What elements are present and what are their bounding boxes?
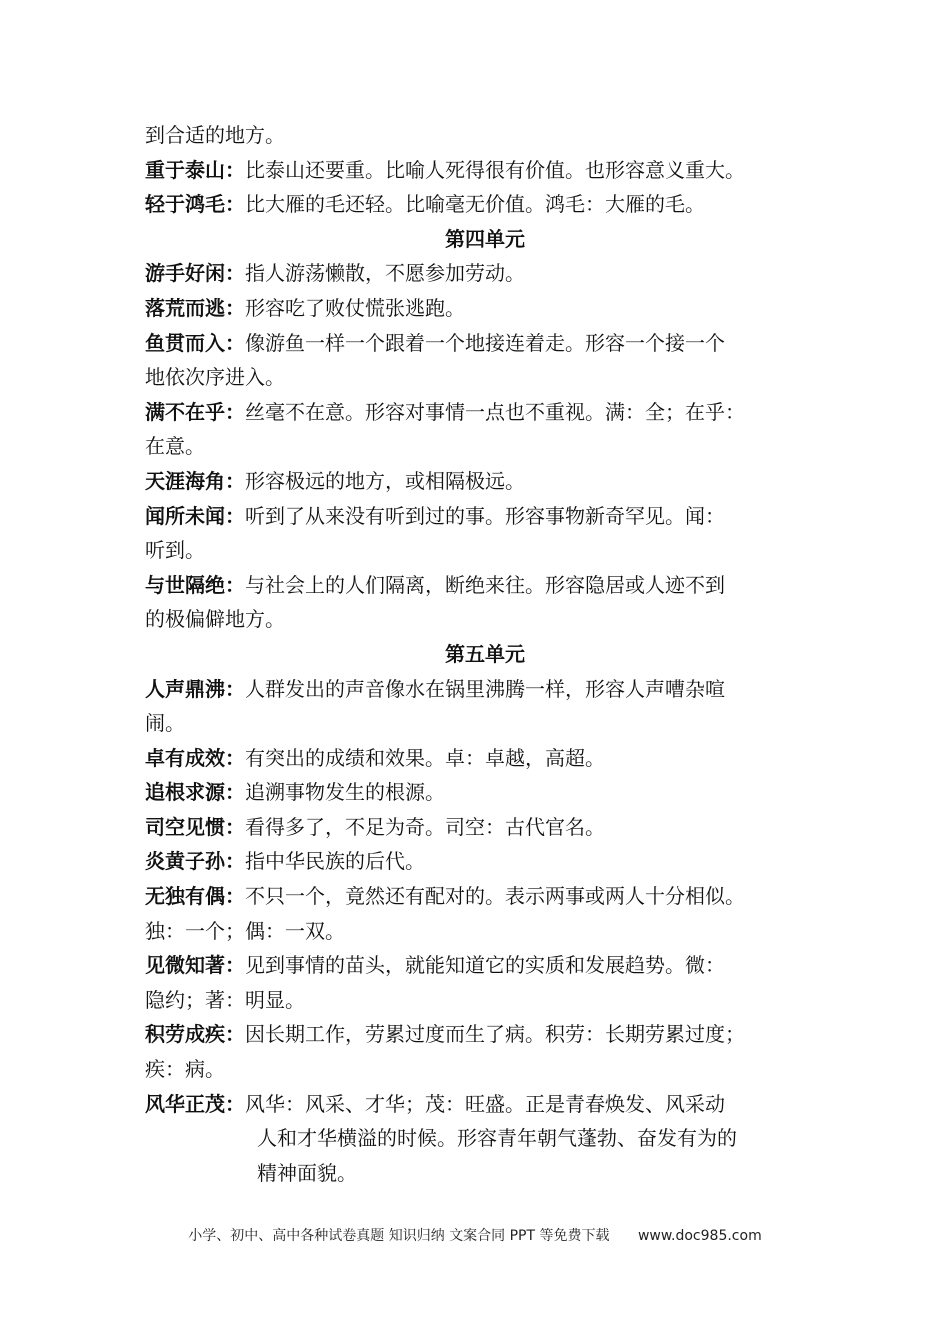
term-colon: ： [225,676,245,701]
idiom-definition: 像游鱼一样一个跟着一个地接连着走。形容一个接一个 [245,330,725,355]
idiom-definition: 看得多了，不足为奇。司空：古代官名。 [245,814,605,839]
idiom-term: 重于泰山 [145,157,225,182]
idiom-entry [145,326,825,361]
idiom-definition: 见到事情的苗头，就能知道它的实质和发展趋势。微： [245,953,725,978]
idiom-term: 司空见惯 [145,814,225,839]
term-colon: ： [225,953,245,978]
entry-continuation [145,983,825,1018]
idiom-term: 与世隔绝 [145,572,225,597]
idiom-term: 闻所未闻 [145,503,225,528]
idiom-definition: 的极偏僻地方。 [145,607,285,632]
idiom-entry [145,291,825,326]
entry-continuation [145,360,825,395]
entry-continuation [145,1156,825,1191]
idiom-definition: 丝毫不在意。形容对事情一点也不重视。满：全；在乎： [245,399,745,424]
idiom-definition: 指人游荡懒散，不愿参加劳动。 [245,261,525,286]
idiom-entry [145,256,825,291]
term-colon: ： [225,745,245,770]
idiom-definition: 指中华民族的后代。 [245,849,425,874]
entry-continuation [145,533,825,568]
term-colon: ： [225,503,245,528]
term-colon: ： [225,330,245,355]
idiom-definition: 比泰山还要重。比喻人死得很有价值。也形容意义重大。 [245,157,745,182]
idiom-entry [145,741,825,776]
idiom-definition: 人和才华横溢的时候。形容青年朝气蓬勃、奋发有为的 [257,1126,737,1151]
term-colon: ： [225,780,245,805]
idiom-definition: 隐约；著：明显。 [145,987,305,1012]
idiom-term: 无独有偶 [145,884,225,909]
idiom-entry [145,775,825,810]
term-colon: ： [225,814,245,839]
term-colon: ： [225,1022,245,1047]
idiom-term: 天涯海角 [145,468,225,493]
entry-continuation [145,1052,825,1087]
idiom-entry [145,879,825,914]
idiom-entry [145,1017,825,1052]
entry-continuation [145,429,825,464]
idiom-entry [145,844,825,879]
idiom-term: 游手好闲 [145,261,225,286]
section-heading: 第五单元 [445,641,525,666]
idiom-term: 卓有成效 [145,745,225,770]
entry-continuation [145,914,825,949]
term-colon: ： [225,468,245,493]
footer-text: 小学、初中、高中各种试卷真题 知识归纳 文案合同 PPT 等免费下载 [188,1228,610,1244]
term-colon: ： [225,157,245,182]
idiom-definition: 地依次序进入。 [145,365,285,390]
idiom-entry [145,672,825,707]
idiom-definition: 与社会上的人们隔离，断绝来往。形容隐居或人迹不到 [245,572,725,597]
term-colon: ： [225,399,245,424]
entry-continuation [145,602,825,637]
idiom-definition: 闹。 [145,711,185,736]
entry-continuation [145,706,825,741]
term-colon: ： [225,295,245,320]
idiom-entry [145,1087,825,1122]
idiom-term: 轻于鸿毛 [145,192,225,217]
term-colon: ： [225,261,245,286]
idiom-entry [145,464,825,499]
section-heading: 第四单元 [445,226,525,251]
idiom-term: 追根求源 [145,780,225,805]
idiom-term: 风华正茂 [145,1091,225,1116]
idiom-term: 见微知著 [145,953,225,978]
idiom-definition: 独：一个；偶：一双。 [145,918,345,943]
idiom-entry [145,153,825,188]
idiom-definition: 疾：病。 [145,1057,225,1082]
idiom-definition: 听到。 [145,538,205,563]
idiom-term: 积劳成疾 [145,1022,225,1047]
idiom-entry [145,499,825,534]
idiom-definition: 有突出的成绩和效果。卓：卓越，高超。 [245,745,605,770]
idiom-definition: 不只一个，竟然还有配对的。表示两事或两人十分相似。 [245,884,745,909]
idiom-entry [145,395,825,430]
idiom-term: 人声鼎沸 [145,676,225,701]
document-body [145,118,825,1190]
idiom-term: 满不在乎 [145,399,225,424]
idiom-definition: 风华：风采、才华；茂：旺盛。正是青春焕发、风采动 [245,1091,725,1116]
idiom-term: 落荒而逃 [145,295,225,320]
idiom-definition: 形容吃了败仗慌张逃跑。 [245,295,465,320]
idiom-term: 鱼贯而入 [145,330,225,355]
idiom-entry [145,187,825,222]
idiom-definition: 形容极远的地方，或相隔极远。 [245,468,525,493]
page-footer [0,1225,950,1245]
term-colon: ： [225,192,245,217]
entry-continuation [145,118,825,153]
term-colon: ： [225,884,245,909]
term-colon: ： [225,849,245,874]
idiom-definition: 精神面貌。 [257,1160,357,1185]
idiom-entry [145,810,825,845]
idiom-definition: 听到了从来没有听到过的事。形容事物新奇罕见。闻： [245,503,725,528]
footer-website-link[interactable]: www.doc985.com [637,1228,762,1244]
entry-continuation [145,1121,825,1156]
idiom-definition: 在意。 [145,434,205,459]
idiom-term: 炎黄子孙 [145,849,225,874]
term-colon: ： [225,572,245,597]
idiom-definition: 人群发出的声音像水在锅里沸腾一样，形容人声嘈杂喧 [245,676,725,701]
idiom-definition: 因长期工作，劳累过度而生了病。积劳：长期劳累过度； [245,1022,745,1047]
idiom-definition: 到合适的地方。 [145,123,285,147]
term-colon: ： [225,1091,245,1116]
idiom-entry [145,568,825,603]
idiom-definition: 追溯事物发生的根源。 [245,780,445,805]
idiom-definition: 比大雁的毛还轻。比喻毫无价值。鸿毛：大雁的毛。 [245,192,705,217]
idiom-entry [145,948,825,983]
